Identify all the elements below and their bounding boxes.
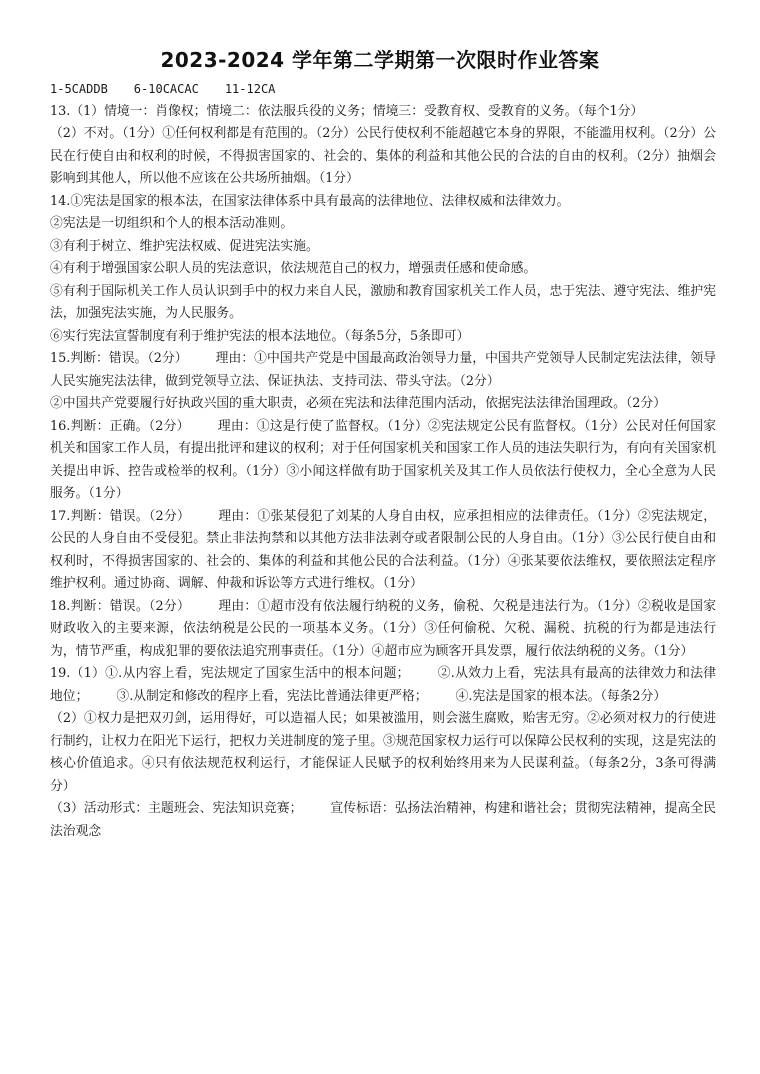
choice-answer-2: 6-10CACAC	[133, 82, 199, 96]
q14-item-5: ⑤有利于国际机关工作人员认识到手中的权力来自人民，激励和教育国家机关工作人员，忠于宪法、遵守宪法、维护宪法，加强宪法实施，为人民服务。	[50, 283, 716, 321]
q14-item-2: ②宪法是一切组织和个人的根本活动准则。	[50, 216, 294, 231]
q19-part3-b: 宣传标语：弘扬法治精神，构建和谐社会；贯彻宪法精神，提高全民法治观念	[50, 801, 716, 839]
q16-answer	[50, 416, 716, 506]
q13-part1: 13.（1）情境一：肖像权；情境二：依法服兵役的义务；情境三：受教育权、受教育的义务。（每个1分）	[50, 103, 644, 119]
q14-item-4: ④有利于增强国家公职人员的宪法意识，依法规范自己的权力，增强责任感和使命感。	[50, 261, 537, 276]
q17-answer	[50, 506, 716, 596]
q19-part2: （2）①权力是把双刃剑，运用得好，可以造福人民；如果被滥用，则会滋生腐败，贻害无穷。②必须对权力的行使进行制约，让权力在阳光下运行，把权力关进制度的笼子里。③规范国家权力运行可以保障公民权利的实现，这是宪法的核心价值追求。④只有依法规范权利运行，才能保证人民赋予的权利始终用来为人民谋利益。（每条2分，3条可得满分）	[50, 711, 716, 794]
q18-reason: 理由：①超市没有依法履行纳税的义务，偷税、欠税是违法行为。（1分）②税收是国家财政收入的主要来源，依法纳税是公民的一项基本义务。（1分）③任何偷税、欠税、漏税、抗税的行为都是违法行为，情节严重，构成犯罪的要依法追究刑事责任。（1分）④超市应为顾客开具发票，履行依法纳税的义务。（1分）	[50, 598, 716, 659]
q19-part1-c: ③.从制定和修改的程序上看，宪法比普通法律更严格；	[116, 688, 428, 704]
q16-reason: 理由：①这是行使了监督权。（1分）②宪法规定公民有监督权。（1分）公民对任何国家机关和国家工作人员，有提出批评和建议的权利；对于任何国家机关和国家工作人员的违法失职行为，有向有关国家机关提出申诉、控告或检举的权利。（1分）③小闻这样做有助于国家机关及其工作人员依法行使权力，全心全意为人民服务。（1分）	[50, 418, 717, 501]
page-title: 2023-2024 学年第二学期第一次限时作业答案	[160, 48, 600, 72]
q19-part1-a: 19.（1）①.从内容上看，宪法规定了国家生活中的根本问题；	[50, 666, 410, 681]
q14-item-3: ③有利于树立、维护宪法权威、促进宪法实施。	[50, 238, 319, 254]
q15-answer	[50, 348, 716, 393]
q17-judge: 17.判断：错误。（2分）	[50, 508, 191, 524]
q15-reason-2: ②中国共产党要履行好执政兴国的重大职责，必须在宪法和法律范围内活动，依据宪法法律治国理政。（2分）	[50, 396, 666, 411]
q14-item-1: 14.①宪法是国家的根本法，在国家法律体系中具有最高的法律地位、法律权威和法律效力。	[50, 193, 570, 209]
q17-reason: 理由：①张某侵犯了刘某的人身自由权，应承担相应的法律责任。（1分）②宪法规定，公民的人身自由不受侵犯。禁止非法拘禁和以其他方法非法剥夺或者限制公民的人身自由。（1分）③公民行使自由和权利时，不得损害国家的、社会的、集体的利益和其他公民的合法利益。（1分）④张某要依法维权，要依照法定程序维护权利。通过协商、调解、仲裁和诉讼等方式进行维权。（1分）	[50, 508, 716, 591]
q19-part3-a: （3）活动形式：主题班会、宪法知识竞赛；	[50, 801, 303, 816]
q16-judge: 16.判断：正确。（2分）	[50, 418, 190, 434]
q13-part2: （2）不对。（1分）①任何权利都是有范围的。（2分）公民行使权利不能超越它本身的界限，不能滥用权利。（2分）公民在行使自由和权利的时候，不得损害国家的、社会的、集体的利益和其他公民的合法的自由的权利。（2分）抽烟会影响到其他人，所以他不应该在公共场所抽烟。（1分）	[50, 126, 717, 186]
q15-judge: 15.判断：错误。（2分）	[50, 351, 188, 366]
q19-part1-d: ④.宪法是国家的根本法。（每条2分）	[455, 688, 667, 704]
q14-item-6: ⑥实行宪法宣誓制度有利于维护宪法的根本法地位。（每条5分，5条即可）	[50, 328, 470, 344]
q15-reason: 理由：①中国共产党是中国最高政治领导力量，中国共产党领导人民制定宪法法律，领导人民实施宪法法律，做到党领导立法、保证执法、支持司法、带头守法。（2分）	[50, 351, 717, 389]
choice-answers	[50, 78, 716, 101]
q19-part1	[50, 663, 716, 708]
q19-part3	[50, 798, 716, 843]
answer-content	[50, 78, 716, 843]
q19-part1-b: ②.从效力上看，宪法具有最高的法律效力和法律地位；	[50, 666, 716, 704]
choice-answer-1: 1-5CADDB	[50, 82, 108, 96]
choice-answer-3: 11-12CA	[224, 82, 276, 96]
q18-judge: 18.判断：错误。（2分）	[50, 598, 191, 614]
q18-answer	[50, 596, 716, 664]
